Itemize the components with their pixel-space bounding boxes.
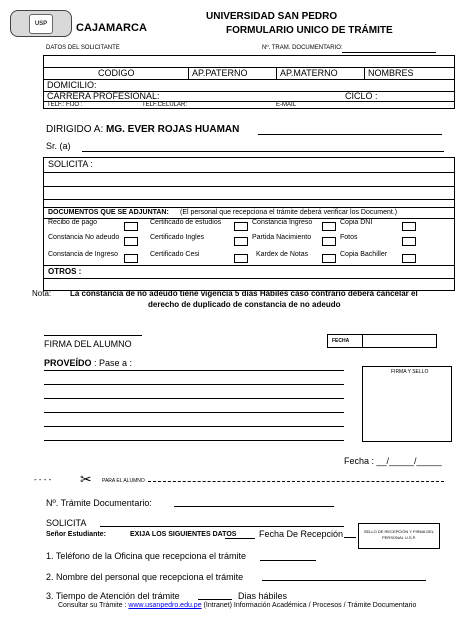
docs-top-line bbox=[43, 207, 455, 208]
nota-line1: La constancia de no adeudo tiene vigencia 5 días Hábiles caso contrario deberá cancelar el bbox=[70, 289, 418, 298]
datos-solicitante-label: DATOS DEL SOLICITANTE bbox=[46, 45, 120, 51]
proveido-label: PROVEÍDO bbox=[44, 358, 92, 368]
scissors-icon: ✂ bbox=[80, 471, 92, 487]
fecha-divider bbox=[362, 334, 363, 348]
city-name: CAJAMARCA bbox=[76, 22, 147, 34]
senor-estudiante-label: Señor Estudiante: bbox=[46, 531, 106, 538]
copia-bachiller-checkbox[interactable] bbox=[402, 254, 416, 263]
certificado-cesi-checkbox[interactable] bbox=[234, 254, 248, 263]
proveido-line bbox=[44, 398, 344, 399]
otros-line bbox=[43, 278, 455, 279]
pase-label: : Pase a : bbox=[94, 358, 133, 368]
col-divider bbox=[188, 67, 189, 79]
telefono-line bbox=[260, 560, 316, 561]
nota-line2: derecho de duplicado de constancia de no adeudo bbox=[148, 300, 341, 309]
fecha-line: Fecha : __/_____/_____ bbox=[344, 456, 442, 466]
telf-celular-label: TELF.CELULAR: bbox=[142, 102, 188, 108]
dirigido-name: MG. EVER ROJAS HUAMAN bbox=[106, 124, 240, 135]
doc-copia-dni: Copia DNI bbox=[340, 219, 373, 226]
proveido-line bbox=[44, 440, 344, 441]
doc-constancia-no-adeudo: Constancia No adeudo bbox=[48, 234, 120, 241]
solicita-line bbox=[43, 186, 455, 187]
doc-fotos: Fotos bbox=[340, 234, 358, 241]
fecha-recepcion-line bbox=[344, 537, 356, 538]
item-telefono: 1. Teléfono de la Oficina que recepciona el trámite bbox=[46, 551, 246, 561]
dirigido-label: DIRIGIDO A: bbox=[46, 124, 104, 135]
fotos-checkbox[interactable] bbox=[402, 237, 416, 246]
tiempo-line bbox=[198, 599, 232, 600]
doc-certificado-ingles: Certificado Ingles bbox=[150, 234, 205, 241]
solicita-alumno-line bbox=[100, 526, 344, 527]
partida-nacimiento-checkbox[interactable] bbox=[322, 237, 336, 246]
solicita-box bbox=[43, 157, 455, 291]
email-label: E-MAIL bbox=[276, 102, 297, 108]
nombre-personal-line bbox=[262, 580, 426, 581]
item-tiempo-atencion: 3. Tiempo de Atención del trámite bbox=[46, 591, 180, 601]
doc-recibo-pago: Recibo de pago bbox=[48, 219, 98, 226]
col-divider bbox=[364, 67, 365, 79]
fecha-box-label: FECHA bbox=[332, 338, 350, 344]
proveido-line bbox=[44, 370, 344, 371]
footer-path: (Intranet) Información Académica / Procesos / Trámite Documentario bbox=[203, 602, 417, 609]
doc-certificado-estudios: Certificado de estudios bbox=[150, 219, 222, 226]
col-ap-paterno: AP.PATERNO bbox=[192, 68, 248, 78]
col-divider bbox=[276, 67, 277, 79]
row-divider bbox=[43, 79, 455, 80]
doc-partida-nacimiento: Partida Nacimiento bbox=[252, 234, 312, 241]
cut-line bbox=[148, 481, 444, 482]
col-codigo: CODIGO bbox=[98, 68, 135, 78]
row-divider bbox=[43, 101, 455, 102]
certificado-ingles-checkbox[interactable] bbox=[234, 237, 248, 246]
doc-constancia-ingreso: Constancia Ingreso bbox=[252, 219, 313, 226]
proveido-line bbox=[44, 412, 344, 413]
dias-habiles-label: Dias hábiles bbox=[238, 591, 288, 601]
proveido-line bbox=[44, 384, 344, 385]
certificado-estudios-checkbox[interactable] bbox=[234, 222, 248, 231]
solicita-line bbox=[43, 172, 455, 173]
fecha-recepcion-label: Fecha De Recepción bbox=[259, 529, 344, 539]
exija-line bbox=[225, 538, 255, 539]
tramite-line bbox=[174, 506, 334, 507]
copia-dni-checkbox[interactable] bbox=[402, 222, 416, 231]
doc-kardex-notas: Kardex de Notas bbox=[256, 251, 309, 258]
ciclo-label: CICLO : bbox=[345, 91, 378, 101]
constancia-de-ingreso-checkbox[interactable] bbox=[124, 254, 138, 263]
usp-website-link[interactable]: www.usanpedro.edu.pe bbox=[128, 602, 202, 609]
no-adeudo-checkbox[interactable] bbox=[124, 237, 138, 246]
doc-constancia-de-ingreso: Constancia de Ingreso bbox=[48, 251, 119, 258]
university-name: UNIVERSIDAD SAN PEDRO bbox=[206, 11, 338, 22]
tram-number-line bbox=[342, 52, 436, 53]
kardex-notas-checkbox[interactable] bbox=[322, 254, 336, 263]
item-nombre-personal: 2. Nombre del personal que recepciona el trámite bbox=[46, 572, 244, 582]
exija-datos-label: EXIJA LOS SIGUIENTES DATOS bbox=[130, 531, 237, 538]
sr-label: Sr. (a) bbox=[46, 141, 71, 151]
tram-documentario-label: Nº. TRAM. DOCUMENTARIO: bbox=[262, 45, 343, 51]
telf-fijo-label: TELF.: FIJO : bbox=[47, 102, 83, 108]
nota-label: Nota: bbox=[32, 289, 52, 298]
logo-text: USP bbox=[29, 14, 53, 34]
docs-divider bbox=[43, 265, 455, 266]
constancia-ingreso-checkbox[interactable] bbox=[322, 222, 336, 231]
proveido-line bbox=[44, 426, 344, 427]
docs-divider bbox=[43, 218, 455, 219]
documentos-note: (El personal que recepciona el trámite deberá verificar los Document.) bbox=[180, 209, 398, 216]
tramite-documentario-label: Nº. Trámite Documentario: bbox=[46, 498, 152, 508]
doc-certificado-cesi: Certificado Cesi bbox=[150, 251, 200, 258]
firma-sello-box bbox=[362, 366, 452, 442]
solicita-label: SOLICITA : bbox=[48, 159, 93, 169]
domicilio-label: DOMICILIO: bbox=[47, 80, 97, 90]
sr-line bbox=[82, 151, 444, 152]
firma-sello-label: FIRMA Y SELLO bbox=[391, 369, 429, 375]
documentos-heading: DOCUMENTOS QUE SE ADJUNTAN: bbox=[48, 209, 169, 216]
solicita-alumno-label: SOLICITA bbox=[46, 518, 87, 528]
footer bbox=[58, 602, 416, 609]
dirigido-line bbox=[258, 134, 442, 135]
solicita-line bbox=[43, 199, 455, 200]
sello-recepcion-label: SELLO DE RECEPCIÓN Y FIRMA DEL PERSONAL U.S.P. bbox=[363, 529, 435, 540]
firma-line bbox=[44, 335, 142, 336]
cut-dashes: - - - - bbox=[34, 475, 52, 484]
firma-alumno-label: FIRMA DEL ALUMNO bbox=[44, 339, 132, 349]
form-title: FORMULARIO UNICO DE TRÁMITE bbox=[226, 25, 393, 36]
col-ap-materno: AP.MATERNO bbox=[280, 68, 338, 78]
otros-label: OTROS : bbox=[48, 267, 82, 276]
carrera-label: CARRERA PROFESIONAL: bbox=[47, 91, 160, 101]
consultar-label: Consultar su Trámite : bbox=[58, 602, 127, 609]
col-nombres: NOMBRES bbox=[368, 68, 414, 78]
doc-copia-bachiller: Copia Bachiller bbox=[340, 251, 388, 258]
university-logo bbox=[10, 10, 72, 37]
recibo-pago-checkbox[interactable] bbox=[124, 222, 138, 231]
para-el-alumno-label: PARA EL ALUMNO bbox=[102, 478, 145, 484]
